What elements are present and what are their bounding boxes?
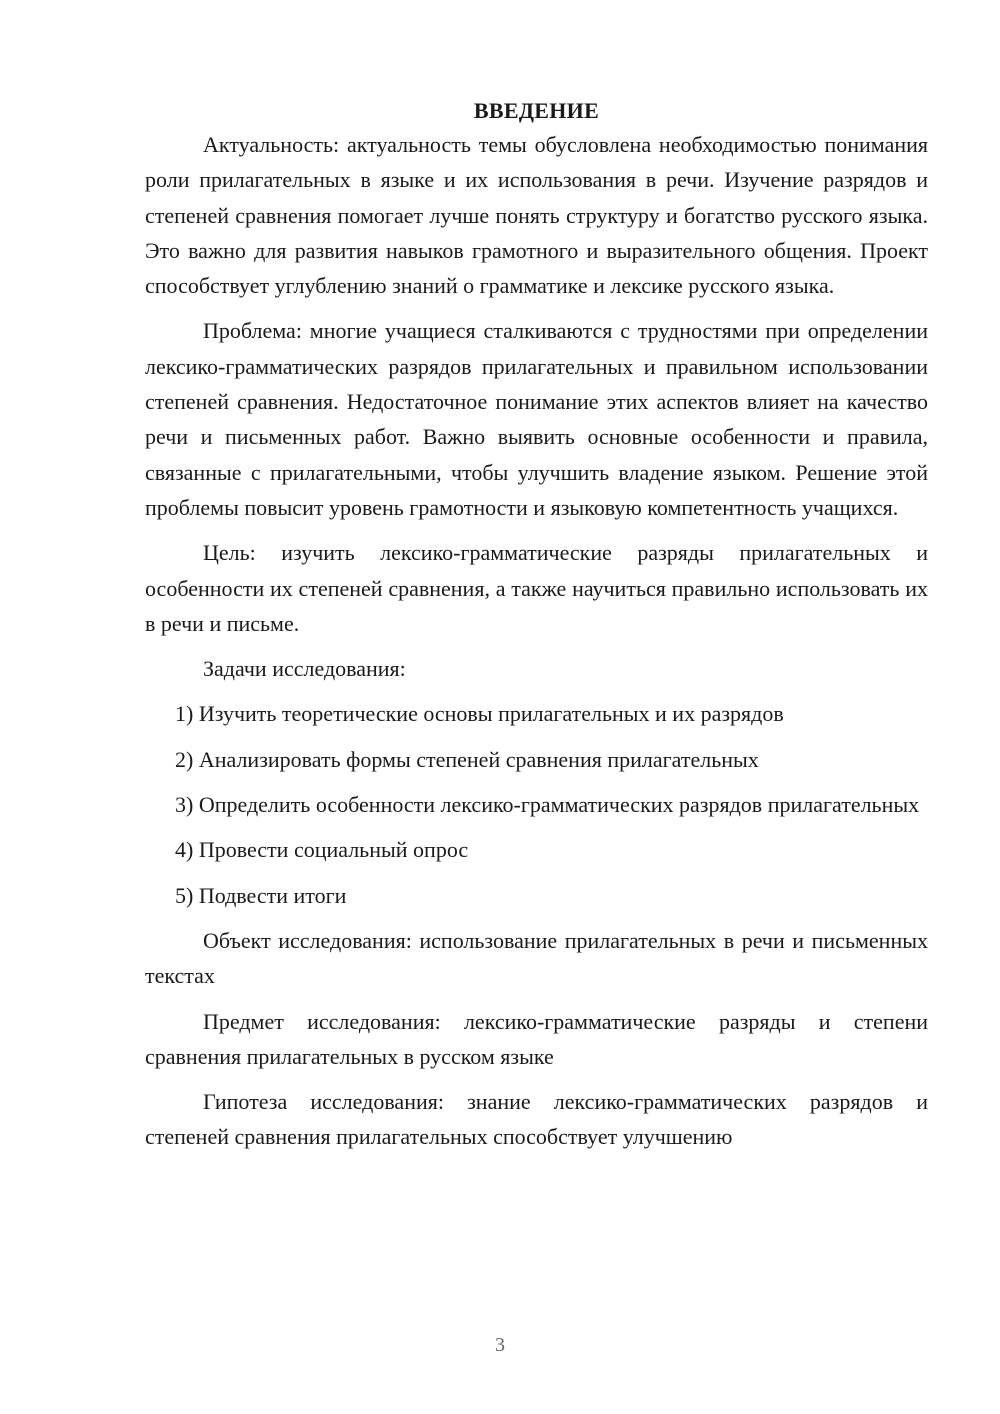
list-item: 1) Изучить теоретические основы прилагательных и их разрядов	[175, 701, 784, 727]
list-item: 2) Анализировать формы степеней сравнения прилагательных	[175, 746, 759, 772]
paragraph-subject: Предмет исследования: лексико-грамматические разряды и степени сравнения прилагательных в русском языке	[145, 1008, 928, 1069]
paragraph-goal: Цель: изучить лексико-грамматические разряды прилагательных и особенности их степеней сравнения, а также научиться правильно использовать их в речи и письме.	[145, 540, 928, 636]
list-item: 3) Определить особенности лексико-грамматических разрядов прилагательных	[175, 792, 920, 818]
page-title: ВВЕДЕНИЕ	[473, 98, 600, 123]
page-number: 3	[495, 1334, 505, 1356]
paragraph-tasks-heading: Задачи исследования:	[203, 656, 406, 682]
list-item: 5) Подвести итоги	[175, 882, 347, 908]
paragraph-relevance: Актуальность: актуальность темы обусловлена необходимостью понимания роли прилагательных в языке и их использования в речи. Изучение разрядов и степеней сравнения помогает лучше понять структуру и богатство русского языка. Это важно для развития навыков грамотного и выразительного общения. Проект способствует углублению знаний о грамматике и лексике русского языка.	[145, 132, 928, 299]
document-page	[145, 95, 928, 1165]
paragraph-object: Объект исследования: использование прилагательных в речи и письменных текстах	[145, 927, 928, 989]
paragraph-problem: Проблема: многие учащиеся сталкиваются с трудностями при определении лексико-грамматических разрядов прилагательных и правильном использовании степеней сравнения. Недостаточное понимание этих аспектов влияет на качество речи и письменных работ. Важно выявить основные особенности и правила, связанные с прилагательными, чтобы улучшить владение языком. Решение этой проблемы повысит уровень грамотности и языковую компетентность учащихся.	[145, 318, 928, 520]
list-item: 4) Провести социальный опрос	[175, 837, 469, 863]
paragraph-hypothesis: Гипотеза исследования: знание лексико-грамматических разрядов и степеней сравнения прилагательных способствует улучшению	[145, 1089, 928, 1150]
